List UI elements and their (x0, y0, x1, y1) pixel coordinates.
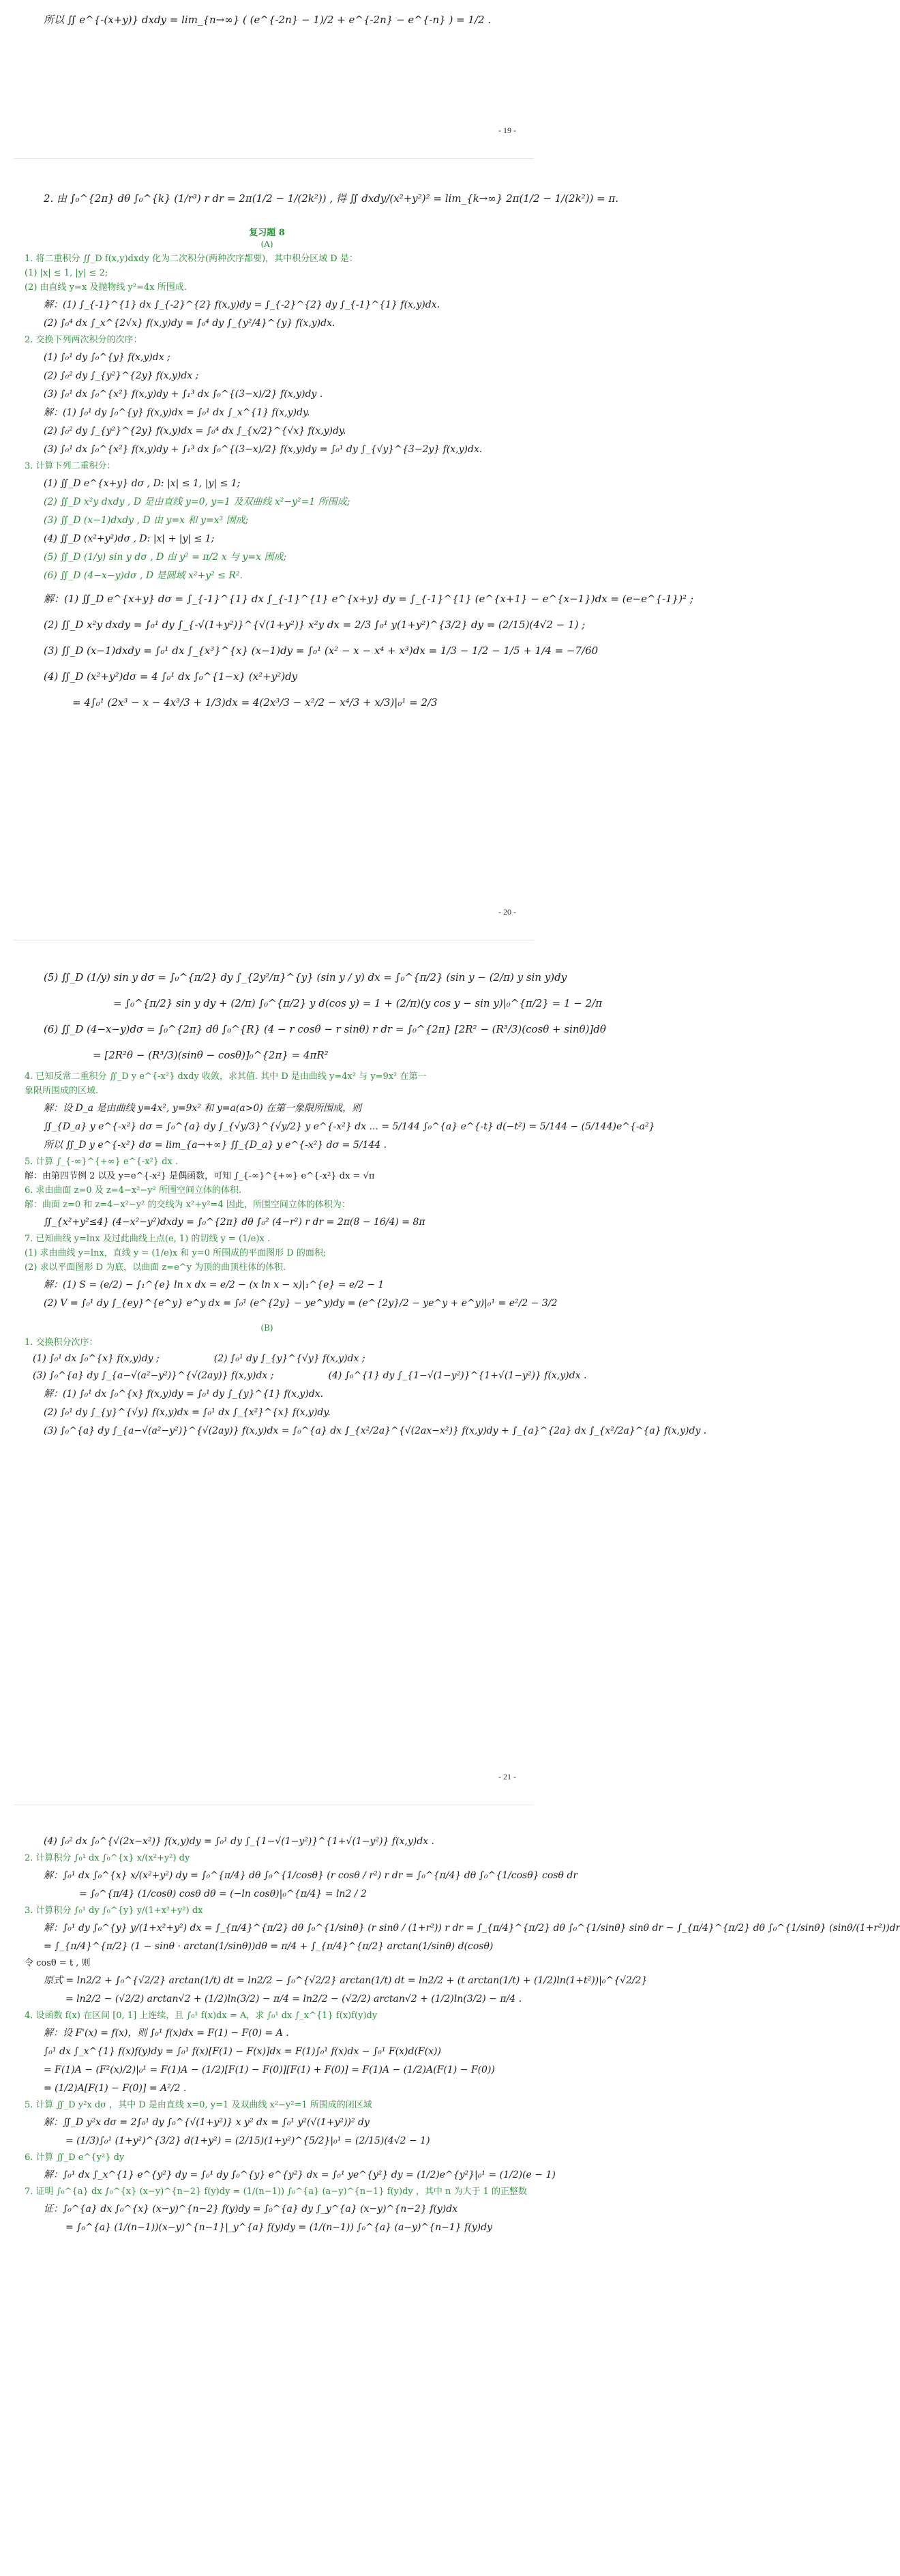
solution-line: 解：∫₀¹ dx ∫₀^{x} x/(x²+y²) dy = ∫₀^{π/4} dθ ∫₀^{1/cosθ} (r cosθ / r²) r dr = ∫₀^{π/4} dθ ∫₀^{1/cosθ} cosθ dr (44, 1870, 578, 1881)
exercise-formula: (2) ∬_D x²y dxdy , D 是由直线 y=0, y=1 及双曲线 x²−y²=1 所围成; (44, 497, 350, 507)
exercise-formula: (4) ∬_D (x²+y²)dσ , D: |x| + |y| ≤ 1; (44, 533, 215, 544)
exercise-formula: (3) ∫₀¹ dx ∫₀^{x²} f(x,y)dy + ∫₁³ dx ∫₀^{(3−x)/2} f(x,y)dy . (44, 389, 323, 400)
exercise-formula: (1) ∬_D e^{x+y} dσ , D: |x| ≤ 1, |y| ≤ 1; (44, 478, 241, 489)
exercise-text: 4. 已知反常二重积分 ∬_D y e^{-x²} dxdy 收敛，求其值. 其中 D 是由曲线 y=4x² 与 y=9x² 在第一 (25, 1071, 427, 1082)
section-subheading-b: (B) (260, 1323, 273, 1333)
solution-formula: 解：(1) ∬_D e^{x+y} dσ = ∫_{-1}^{1} dx ∫_{-1}^{1} e^{x+y} dy = ∫_{-1}^{1} (e^{x+1} − e^{x−1})dx = (e−e^{-1})² ; (44, 593, 693, 605)
solution-line: 解：(1) ∫₀¹ dx ∫₀^{x} f(x,y)dy = ∫₀¹ dy ∫_{y}^{1} f(x,y)dx. (44, 1389, 324, 1400)
exercise-text: 象限所围成的区域. (25, 1086, 99, 1096)
solution-line: 原式 = ln2/2 + ∫₀^{√2/2} arctan(1/t) dt = ln2/2 − ∫₀^{√2/2} arctan(1/t) dt = ln2/2 + (t arctan(1/t) + (1/2)ln(1+t²))|₀^{√2/2} (44, 1975, 648, 1986)
solution-line: (2) ∫₀² dy ∫_{y²}^{2y} f(x,y)dx = ∫₀⁴ dx ∫_{x/2}^{√x} f(x,y)dy. (44, 426, 346, 436)
page-20 (0, 183, 693, 718)
section-subheading-a: (A) (260, 239, 273, 249)
solution-line: 解：(1) S = (e/2) − ∫₁^{e} ln x dx = e/2 − (x ln x − x)|₁^{e} = e/2 − 1 (44, 1279, 385, 1290)
exercise-text: 6. 求由曲面 z=0 及 z=4−x²−y² 所围空间立体的体积. (25, 1185, 242, 1196)
exercise-text: 2. 计算积分 ∫₀¹ dx ∫₀^{x} x/(x²+y²) dy (25, 1853, 190, 1863)
exercise-text: 1. 将二重积分 ∬_D f(x,y)dxdy 化为二次积分(两种次序都要)，其中积分区域 D 是： (25, 254, 358, 264)
page-number-20: - 20 - (498, 907, 516, 917)
solution-formula: = [2R²θ − (R³/3)(sinθ − cosθ)]₀^{2π} = 4πR² (93, 1049, 329, 1061)
page-divider (14, 158, 534, 159)
solution-formula: (6) ∬_D (4−x−y)dσ = ∫₀^{2π} dθ ∫₀^{R} (4 − r cosθ − r sinθ) r dr = ∫₀^{2π} [2R² − (R³/3)(cosθ + sinθ)]dθ (44, 1023, 606, 1035)
page-number-21: - 21 - (498, 1772, 516, 1781)
solution-line: (2) ∫₀¹ dy ∫_{y}^{√y} f(x,y)dx = ∫₀¹ dx ∫_{x²}^{x} f(x,y)dy. (44, 1407, 331, 1418)
solution-line: ∬_{D_a} y e^{-x²} dσ = ∫₀^{a} dy ∫_{√y/3}^{√y/2} y e^{-x²} dx ... = 5/144 ∫₀^{a} e^{-t} d(−t²) = 5/144 − (5/144)e^{-a²} (44, 1121, 655, 1132)
exercise-formula: (3) ∫₀^{a} dy ∫_{a−√(a²−y²)}^{√(2ay)} f(x,y)dx ; (33, 1370, 274, 1381)
exercise-text: (2) 求以平面图形 D 为底，以曲面 z=e^y 为顶的曲顶柱体的体积. (25, 1262, 286, 1273)
page-21 (0, 962, 707, 1442)
solution-formula: (4) ∬_D (x²+y²)dσ = 4 ∫₀¹ dx ∫₀^{1−x} (x²+y²)dy (44, 670, 298, 683)
exercise-text: (1) |x| ≤ 1, |y| ≤ 2; (25, 268, 108, 278)
exercise-text: 7. 证明 ∫₀^{a} dx ∫₀^{x} (x−y)^{n−2} f(y)dy = (1/(n−1)) ∫₀^{a} (a−y)^{n−1} f(y)dy ，其中 n 为大于 1 的正整数 (25, 2187, 527, 2197)
solution-formula: (2) ∬_D x²y dxdy = ∫₀¹ dy ∫_{-√(1+y²)}^{√(1+y²)} x²y dx = 2/3 ∫₀¹ y(1+y²)^{3/2} dy = (2/15)(4√2 − 1) ; (44, 619, 586, 631)
page-22 (0, 1831, 900, 2238)
exercise-formula: (2) ∫₀² dy ∫_{y²}^{2y} f(x,y)dx ; (44, 370, 199, 381)
solution-line: (2) ∫₀⁴ dx ∫_x^{2√x} f(x,y)dy = ∫₀⁴ dy ∫_{y²/4}^{y} f(x,y)dx. (44, 318, 335, 329)
exercise-text: 2. 交换下列两次积分的次序： (25, 335, 142, 345)
solution-line: = ∫_{π/4}^{π/2} (1 − sinθ · arctan(1/sinθ))dθ = π/4 + ∫_{π/4}^{π/2} arctan(1/sinθ) d(cosθ) (44, 1941, 494, 1952)
solution-line: (3) ∫₀¹ dx ∫₀^{x²} f(x,y)dy + ∫₁³ dx ∫₀^{(3−x)/2} f(x,y)dy = ∫₀¹ dy ∫_{√y}^{3−2y} f(x,y)dx. (44, 444, 483, 455)
solution-line: ∬_{x²+y²≤4} (4−x²−y²)dxdy = ∫₀^{2π} dθ ∫₀² (4−r²) r dr = 2π(8 − 16/4) = 8π (44, 1217, 425, 1228)
solution-line: = (1/2)A[F(1) − F(0)] = A²/2 . (44, 2083, 187, 2094)
solution-line: 令 cosθ = t , 则 (25, 1958, 91, 1968)
exercise-text: 5. 计算 ∬_D y²x dσ ，其中 D 是由直线 x=0, y=1 及双曲线 x²−y²=1 所围成的闭区域 (25, 2100, 372, 2110)
solution-line: (3) ∫₀^{a} dy ∫_{a−√(a²−y²)}^{√(2ay)} f(x,y)dx = ∫₀^{a} dx ∫_{x²/2a}^{√(2ax−x²)} f(x,y)dy + ∫_{a}^{2a} dx ∫_{x²/2a}^{a} f(x,y)dy . (44, 1425, 707, 1436)
solution-line: 所以 ∬_D y e^{-x²} dσ = lim_{a→+∞} ∬_{D_a} y e^{-x²} dσ = 5/144 . (44, 1140, 387, 1151)
exercise-formula: (4) ∫₀^{1} dy ∫_{1−√(1−y²)}^{1+√(1−y²)} f(x,y)dx . (328, 1370, 587, 1381)
exercise-formula: (1) ∫₀¹ dy ∫₀^{y} f(x,y)dx ; (44, 352, 170, 363)
exercise-text: 5. 计算 ∫_{-∞}^{+∞} e^{-x²} dx . (25, 1157, 179, 1167)
exercise-text: 4. 设函数 f(x) 在区间 [0, 1] 上连续，且 ∫₀¹ f(x)dx = A，求 ∫₀¹ dx ∫_x^{1} f(x)f(y)dy (25, 2011, 378, 2021)
page-number-19: - 19 - (498, 125, 516, 135)
exercise-pair (33, 1368, 587, 1383)
solution-line: = (1/3)∫₀¹ (1+y²)^{3/2} d(1+y²) = (2/15)(1+y²)^{5/2}|₀¹ = (2/15)(4√2 − 1) (65, 2135, 430, 2146)
exercise-text: (1) 求由曲线 y=lnx，直线 y = (1/e)x 和 y=0 所围成的平面图形 D 的面积; (25, 1248, 327, 1258)
solution-line: ∫₀¹ dx ∫_x^{1} f(x)f(y)dy = ∫₀¹ f(x)[F(1) − F(x)]dx = F(1)∫₀¹ f(x)dx − ∫₀¹ F(x)d(F(x)) (44, 2046, 441, 2057)
exercise-text: 6. 计算 ∬_D e^{y²} dy (25, 2152, 125, 2163)
exercise-text: 解：曲面 z=0 和 z=4−x²−y² 的交线为 x²+y²=4 因此，所围空间立体的体积为： (25, 1200, 350, 1210)
exercise-text: 3. 计算下列二重积分： (25, 461, 116, 471)
exercise-text: 1. 交换积分次序： (25, 1337, 98, 1348)
solution-line: 解：∫₀¹ dx ∫_x^{1} e^{y²} dy = ∫₀¹ dy ∫₀^{y} e^{y²} dx = ∫₀¹ ye^{y²} dy = (1/2)e^{y²}|₀¹ = (1/2)(e − 1) (44, 2170, 556, 2180)
solution-line: 解：∫₀¹ dy ∫₀^{y} y/(1+x²+y²) dx = ∫_{π/4}^{π/2} dθ ∫₀^{1/sinθ} (r sinθ / (1+r²)) r dr = ∫_{π/4}^{π/2} dθ ∫₀^{1/sinθ} sinθ dr − ∫_{π/4}^{π/2} dθ ∫₀^{1/sinθ} (sinθ/(1+r²))dr (44, 1923, 900, 1934)
page-divider (14, 940, 534, 941)
exercise-pair (33, 1351, 509, 1366)
solution-line: (4) ∫₀² dx ∫₀^{√(2x−x²)} f(x,y)dy = ∫₀¹ dy ∫_{1−√(1−y²)}^{1+√(1−y²)} f(x,y)dx . (44, 1836, 435, 1847)
solution-line: = ∫₀^{a} (1/(n−1))(x−y)^{n−1}|_y^{a} f(y)dy = (1/(n−1)) ∫₀^{a} (a−y)^{n−1} f(y)dy (65, 2222, 492, 2233)
exercise-formula: (1) ∫₀¹ dx ∫₀^{x} f(x,y)dy ; (33, 1353, 160, 1364)
solution-formula: (3) ∬_D (x−1)dxdy = ∫₀¹ dx ∫_{x³}^{x} (x−1)dy = ∫₀¹ (x² − x − x⁴ + x³)dx = 1/3 − 1/2 − 1/5 + 1/4 = −7/60 (44, 645, 599, 657)
solution-line: 解：由第四节例 2 以及 y=e^{-x²} 是偶函数，可知 ∫_{-∞}^{+∞} e^{-x²} dx = √π (25, 1171, 375, 1181)
exercise-formula: (6) ∬_D (4−x−y)dσ , D 是圆域 x²+y² ≤ R². (44, 570, 243, 581)
solution-line: 证：∫₀^{a} dx ∫₀^{x} (x−y)^{n−2} f(y)dy = ∫₀^{a} dy ∫_y^{a} (x−y)^{n−2} f(y)dx (44, 2204, 458, 2215)
exercise-formula: (3) ∬_D (x−1)dxdy , D 由 y=x 和 y=x³ 围成; (44, 515, 249, 526)
page-19-tail (0, 0, 548, 35)
exercise-text: 3. 计算积分 ∫₀¹ dy ∫₀^{y} y/(1+x²+y²) dx (25, 1906, 203, 1916)
solution-formula: = ∫₀^{π/2} sin y dy + (2/π) ∫₀^{π/2} y d(cos y) = 1 + (2/π)(y cos y − sin y)|₀^{π/2} = 1 − 2/π (113, 997, 603, 1009)
section-heading: 复习题 8 (249, 228, 285, 238)
formula-improper-integral: 2. 由 ∫₀^{2π} dθ ∫₀^{k} (1/r³) r dr = 2π(1/2 − 1/(2k²)) , 得 ∬ dxdy/(x²+y²)² = lim_{k→∞} 2π(1/2 − 1/(2k²)) = π. (44, 192, 619, 205)
solution-line: 解：(1) ∫₀¹ dy ∫₀^{y} f(x,y)dx = ∫₀¹ dx ∫_x^{1} f(x,y)dy. (44, 407, 310, 418)
exercise-formula: (2) ∫₀¹ dy ∫_{y}^{√y} f(x,y)dx ; (213, 1353, 365, 1364)
solution-line: = ∫₀^{π/4} (1/cosθ) cosθ dθ = (−ln cosθ)|₀^{π/4} = ln2 / 2 (79, 1889, 367, 1899)
exercise-text: (2) 由直线 y=x 及抛物线 y²=4x 所围成. (25, 282, 187, 293)
solution-line: 解：设 F'(x) = f(x)，则 ∫₀¹ f(x)dx = F(1) − F(0) = A . (44, 2028, 289, 2039)
solution-line: 解：∬_D y²x dσ = 2∫₀¹ dy ∫₀^{√(1+y²)} x y² dx = ∫₀¹ y²(√(1+y²))² dy (44, 2117, 370, 2128)
solution-line: 解：(1) ∫_{-1}^{1} dx ∫_{-2}^{2} f(x,y)dy = ∫_{-2}^{2} dy ∫_{-1}^{1} f(x,y)dx. (44, 299, 440, 310)
formula-limit-result: 所以 ∬ e^{-(x+y)} dxdy = lim_{n→∞} ( (e^{-2n} − 1)/2 + e^{-2n} − e^{-n} ) = 1/2 . (44, 14, 492, 26)
solution-line: = F(1)A − (F²(x)/2)|₀¹ = F(1)A − (1/2)[F(1) − F(0)][F(1) + F(0)] = F(1)A − (1/2)A(F(1) − F(0)) (44, 2064, 495, 2075)
solution-formula: = 4∫₀¹ (2x³ − x − 4x³/3 + 1/3)dx = 4(2x³/3 − x²/2 − x⁴/3 + x/3)|₀¹ = 2/3 (72, 696, 438, 709)
solution-formula: (5) ∬_D (1/y) sin y dσ = ∫₀^{π/2} dy ∫_{2y²/π}^{y} (sin y / y) dx = ∫₀^{π/2} (sin y − (2/π) y sin y)dy (44, 971, 567, 983)
solution-line: = ln2/2 − (√2/2) arctan√2 + (1/2)ln(3/2) − π/4 = ln2/2 − (√2/2) arctan√2 + (1/2)ln(3/2) − π/4 . (65, 1994, 522, 2004)
solution-line: 解：设 D_a 是由曲线 y=4x², y=9x² 和 y=a(a>0) 在第一象限所围成，则 (44, 1103, 362, 1114)
exercise-text: 7. 已知曲线 y=lnx 及过此曲线上点(e, 1) 的切线 y = (1/e)x . (25, 1234, 271, 1244)
exercise-formula: (5) ∬_D (1/y) sin y dσ , D 由 y² = π/2 x 与 y=x 围成; (44, 552, 287, 563)
solution-line: (2) V = ∫₀¹ dy ∫_{ey}^{e^y} e^y dx = ∫₀¹ (e^{2y} − ye^y)dy = (e^{2y}/2 − ye^y + e^y)|₀¹ = e²/2 − 3/2 (44, 1298, 558, 1309)
